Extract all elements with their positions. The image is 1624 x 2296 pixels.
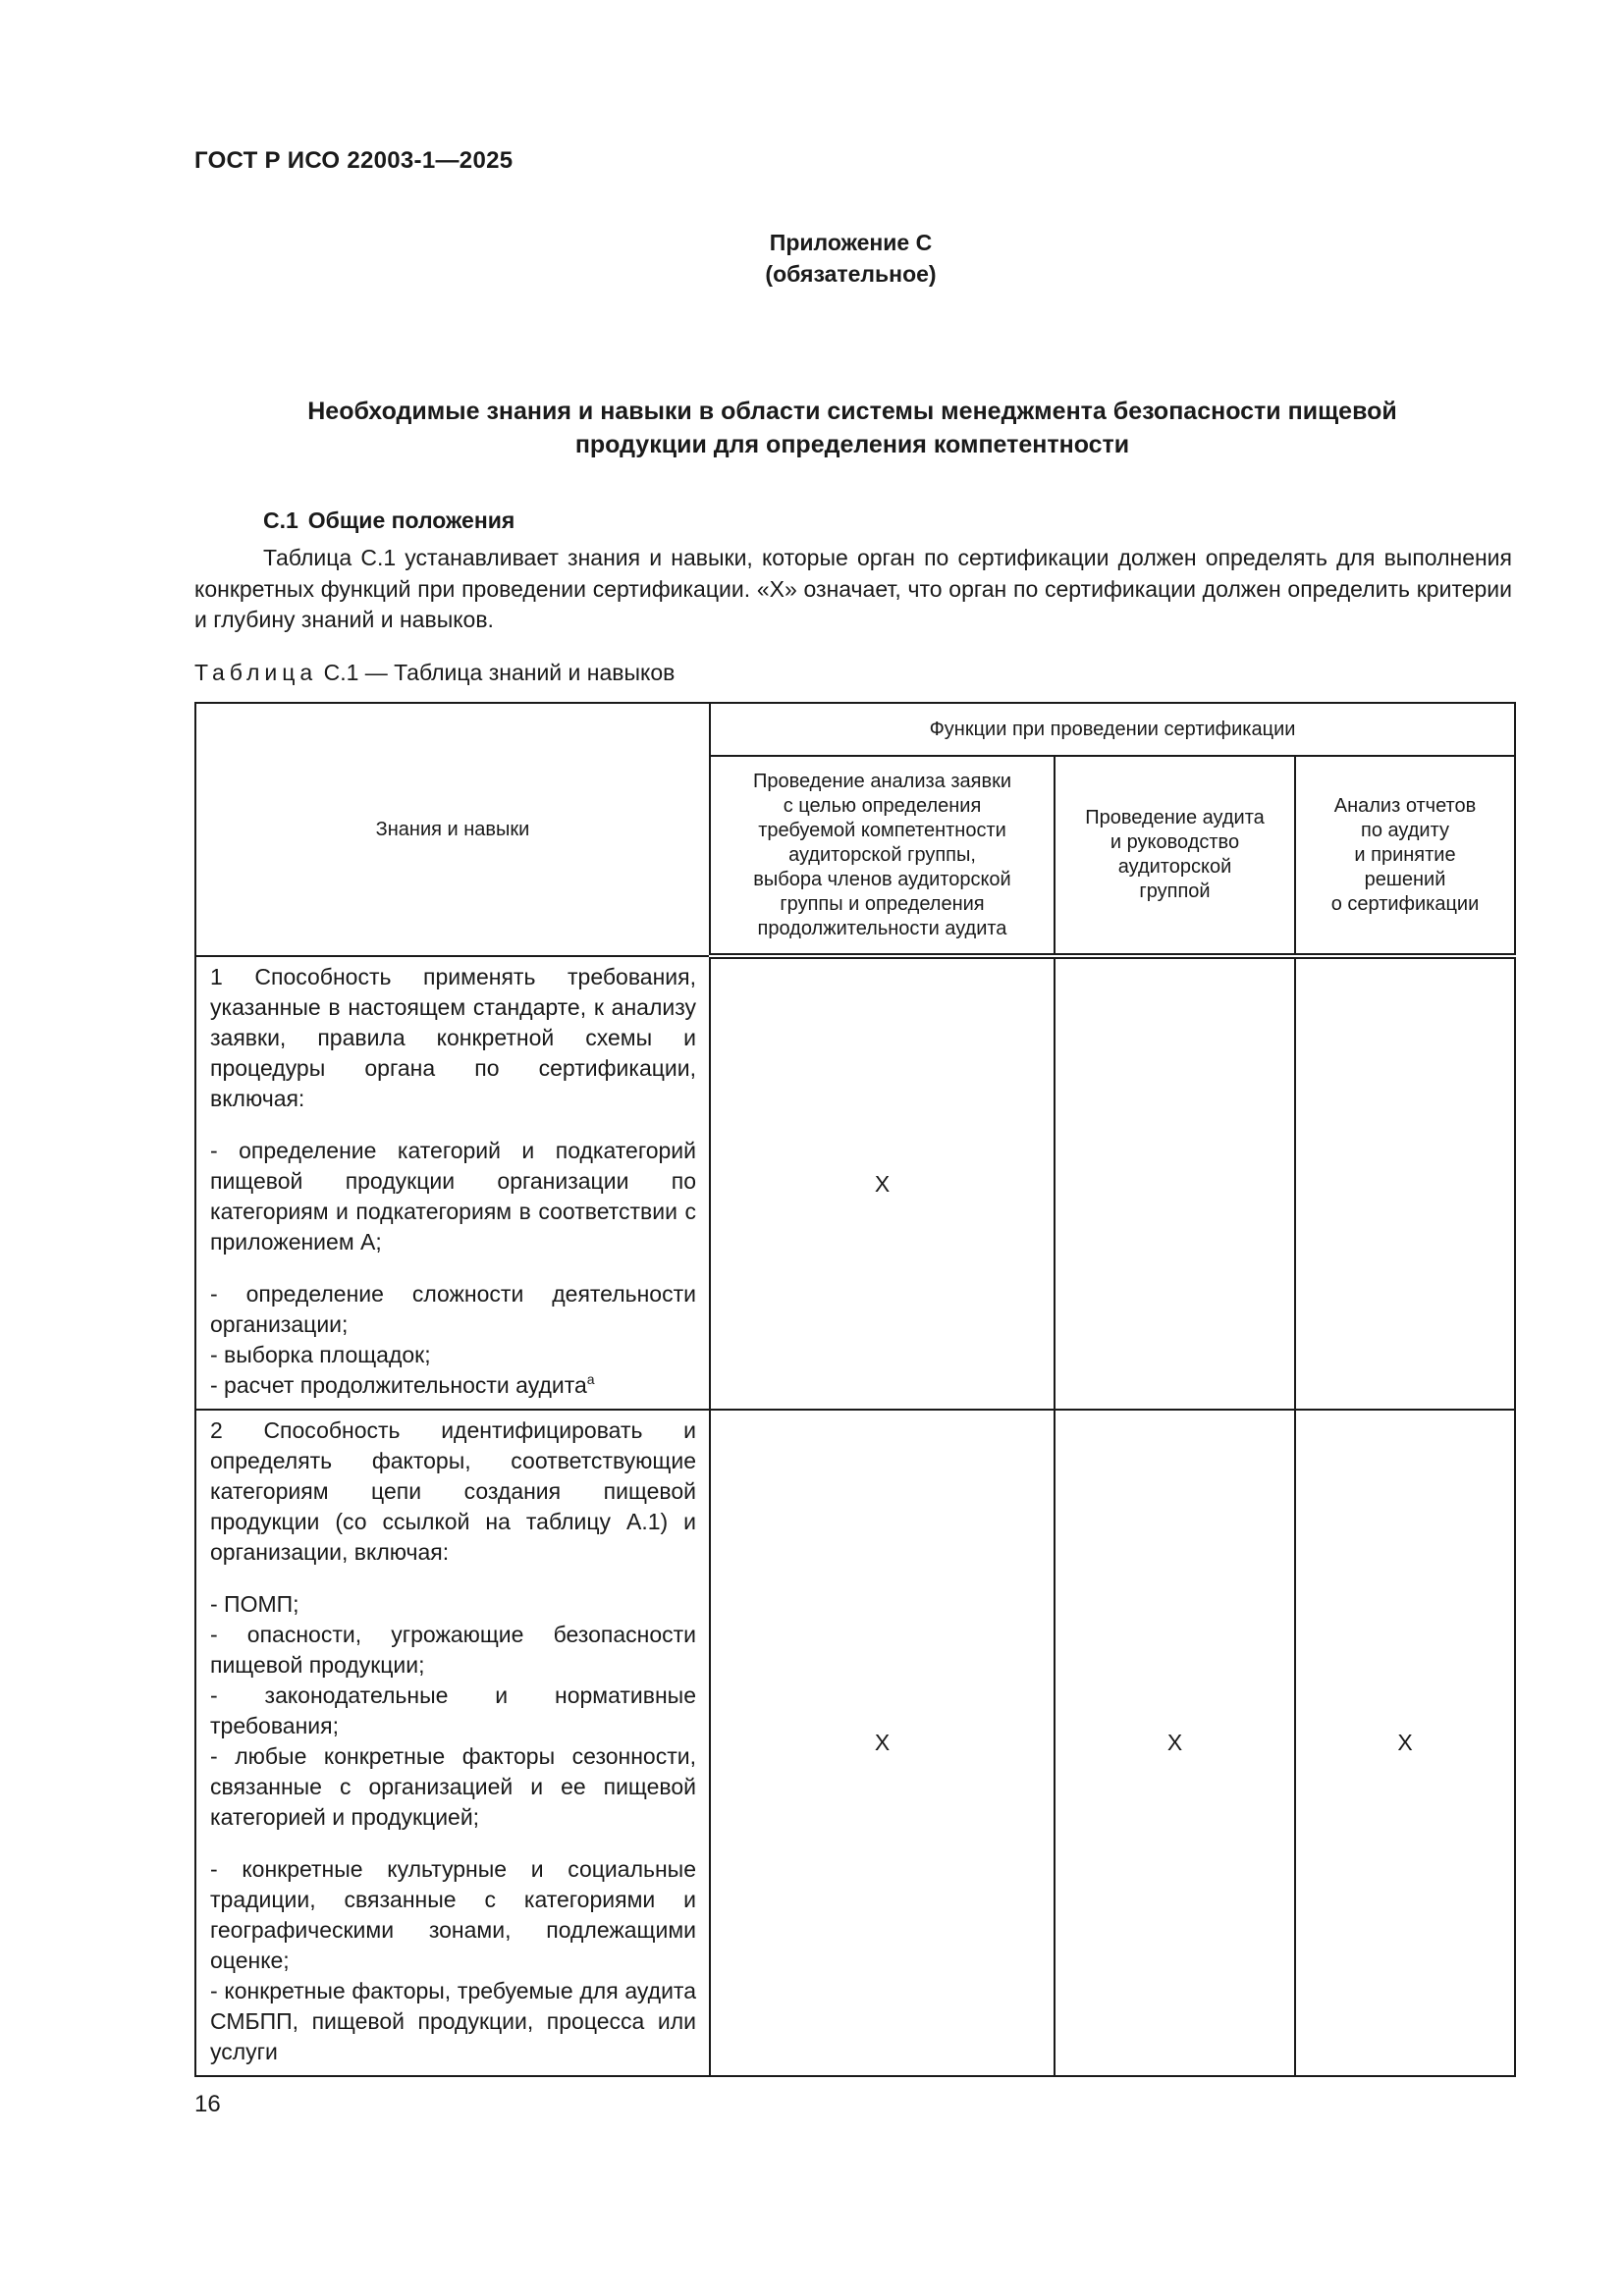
header-functions-group: Функции при проведении сертификации	[710, 703, 1515, 756]
header-application-review: Проведение анализа заявки с целью определения требуемой компетентности аудиторской группы, выбора членов аудиторской группы и определения продолжительности аудита	[710, 756, 1055, 956]
skill-paragraph: 1 Способность применять требования, указанные в настоящем стандарте, к анализу заявки, правила конкретной схемы и процедуры органа по сертификации, включая:	[210, 964, 696, 1111]
skill-cell	[195, 1410, 710, 2076]
mark-cell: X	[710, 956, 1055, 1410]
mark-cell: X	[710, 1410, 1055, 2076]
table-row	[195, 956, 1515, 1410]
section-number: С.1	[263, 507, 298, 533]
skill-paragraph: - определение сложности деятельности организации; - выборка площадок; - расчет продолжительности аудита$^a$	[210, 1281, 696, 1398]
section-heading-text: Общие положения	[307, 507, 515, 533]
title-line-2: продукции для определения компетентности	[574, 431, 1130, 458]
appendix-heading	[0, 227, 1624, 290]
table-caption	[194, 660, 675, 686]
skills-table	[194, 702, 1516, 2077]
section-paragraph: Таблица С.1 устанавливает знания и навыки, которые орган по сертификации должен определять для выполнения конкретных функций при проведении сертификации. «Х» означает, что орган по сертификации должен определить критерии и глубину знаний и навыков.	[194, 545, 1512, 632]
mark-cell: X	[1295, 1410, 1515, 2076]
appendix-title	[194, 395, 1510, 461]
skill-paragraph: - определение категорий и подкатегорий пищевой продукции организации по категориям и подкатегориям в соответствии с приложением А;	[210, 1138, 696, 1255]
mark-cell	[1055, 956, 1295, 1410]
header-report-review: Анализ отчетов по аудиту и принятие решений о сертификации	[1295, 756, 1515, 956]
table-caption-text: С.1 — Таблица знаний и навыков	[323, 660, 676, 685]
skill-paragraph: 2 Способность идентифицировать и определять факторы, соответствующие категориям цепи создания пищевой продукции (со ссылкой на таблицу А.1) и организации, включая:	[210, 1417, 696, 1565]
skill-paragraph: - ПОМП; - опасности, угрожающие безопасности пищевой продукции; - законодательные и нормативные требования; - любые конкретные факторы сезонности, связанные с организацией и ее пищевой категорией и продукцией;	[210, 1591, 696, 1830]
appendix-status: (обязательное)	[765, 261, 937, 287]
appendix-label: Приложение С	[769, 230, 933, 255]
skill-cell	[195, 956, 710, 1410]
skill-paragraph: - конкретные культурные и социальные традиции, связанные с категориями и географическими зонами, подлежащими оценке; - конкретные факторы, требуемые для аудита СМБПП, пищевой продукции, процесса или услуги	[210, 1856, 696, 2064]
mark-cell	[1295, 956, 1515, 1410]
header-audit-conduct: Проведение аудита и руководство аудиторской группой	[1055, 756, 1295, 956]
footnote-mark: a	[586, 1371, 595, 1387]
section-heading	[263, 507, 514, 534]
header-knowledge-skills: Знания и навыки	[195, 703, 710, 956]
page-number: 16	[194, 2091, 221, 2117]
table-caption-word: Таблица	[194, 660, 318, 685]
title-line-1: Необходимые знания и навыки в области системы менеджмента безопасности пищевой	[307, 398, 1397, 425]
table-row	[195, 1410, 1515, 2076]
table-header-row	[195, 703, 1515, 756]
mark-cell: X	[1055, 1410, 1295, 2076]
document-code: ГОСТ Р ИСО 22003-1—2025	[194, 147, 514, 174]
